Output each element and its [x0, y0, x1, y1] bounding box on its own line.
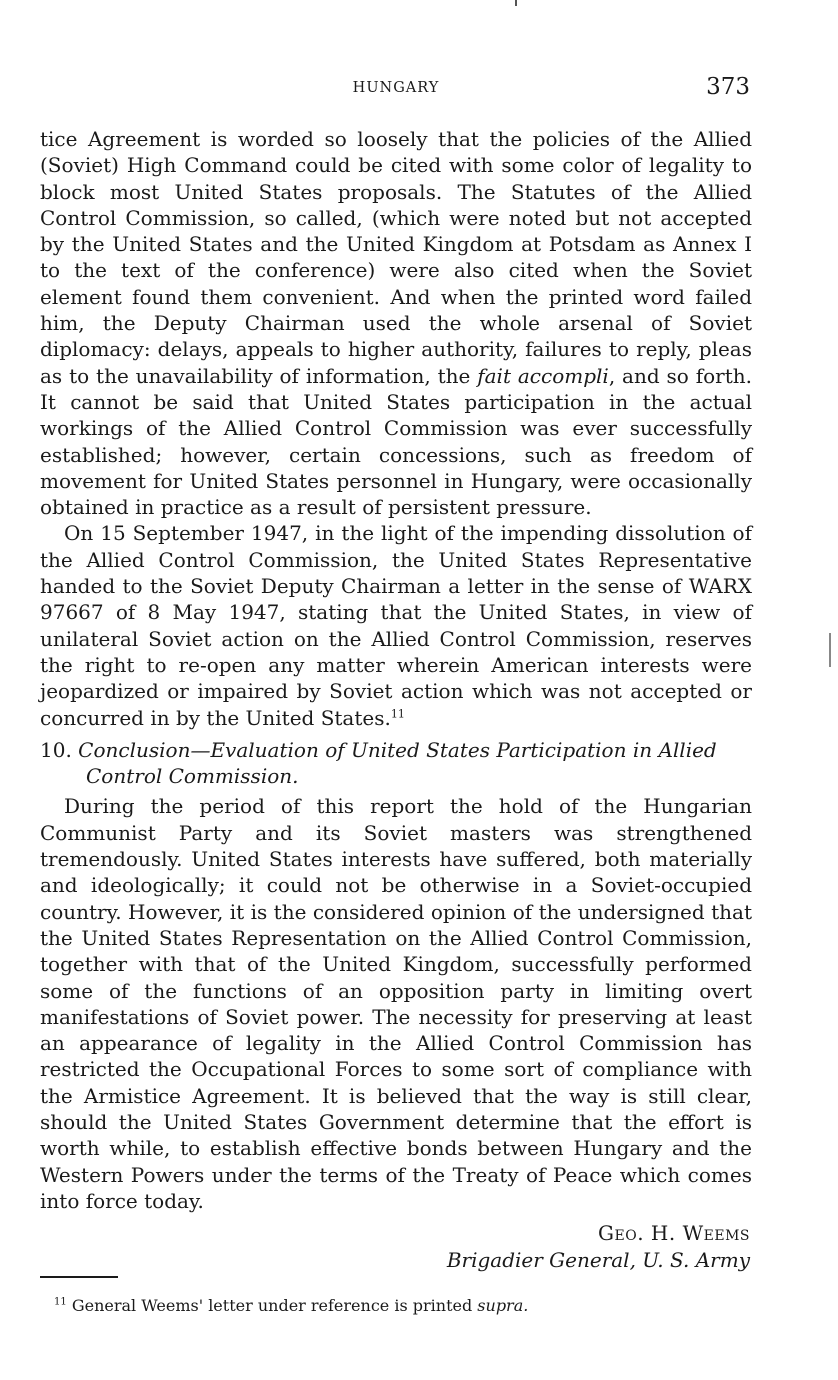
section-number: 10.: [40, 737, 72, 762]
paragraph-1-text: tice Agreement is worded so loosely that the policies of the Allied (Soviet) High Command could be cited with some color of legality to block most United States proposals. The Statutes of the Allied Control Commission, so called, (which were noted but not accepted by the United States and the United Kingdom at Potsdam as Annex I to the text of the conference) were also cited when the Soviet element found them convenient. And when the printed word failed him, the Deputy Chairman used the whole arsenal of Soviet diplomacy: delays, appeals to higher authority, failures to reply, pleas as to the unavailability of information, the: [40, 127, 752, 388]
footnote-text: General Weems' letter under reference is printed: [71, 1296, 478, 1315]
section-title: Conclusion—Evaluation of United States Participation in Allied Control Commission.: [78, 737, 717, 789]
footnote: [54, 1296, 528, 1316]
paragraph-1-italic: fait accompli: [477, 363, 609, 388]
paragraph-2-text: On 15 September 1947, in the light of the impending dissolution of the Allied Control Commission, the United States Representative handed to the Soviet Deputy Chairman a letter in the sense of WARX 97667 of 8 May 1947, stating that the United States, in view of unilateral Soviet action on the Allied Control Commission, reserves the right to re-open any matter wherein American interests were jeopardized or impaired by Soviet action which was not accepted or concurred in by the United States.: [40, 521, 752, 730]
paragraph-1-text-after: , and so forth. It cannot be said that United States participation in the actual workings of the Allied Control Commission was ever successfully established; however, certain concessions, such as freedom of movement for United States personnel in Hungary, were occasionally obtained in practice as a result of persistent pressure.: [40, 363, 753, 520]
signature-title: Brigadier General, U. S. Army: [446, 1248, 750, 1272]
paragraph-3-text: During the period of this report the hold of the Hungarian Communist Party and its Soviet masters was strengthened tremendously. United States interests have suffered, both materially and ideologically; it could not be otherwise in a Soviet-occupied country. However, it is the considered opinion of the undersigned that the United States Representation on the Allied Control Commission, together with that of the United Kingdom, successfully performed some of the functions of an opposition party in limiting overt manifestations of Soviet power. The necessity for preserving at least an appearance of legality in the Allied Control Commission has restricted the Occupational Forces to some sort of compliance with the Armistice Agreement. It is believed that the way is still clear, should the United States Government determine that the effort is worth while, to establish effective bonds between Hungary and the Western Powers under the terms of the Treaty of Peace which comes into force today.: [40, 794, 752, 1213]
paragraph-3: [40, 793, 752, 1214]
scan-mark-top: [515, 0, 517, 6]
body-text: [40, 126, 752, 1214]
footnote-marker: 11: [54, 1296, 67, 1308]
footnote-reference[interactable]: 11: [390, 706, 405, 720]
paragraph-1: [40, 126, 752, 520]
running-head: HUNGARY: [352, 80, 440, 96]
scan-mark-side: [829, 633, 831, 667]
page-header: [40, 72, 752, 112]
signature-block: [447, 1220, 750, 1274]
footnote-italic: supra.: [477, 1296, 529, 1315]
page-number: 373: [706, 74, 750, 100]
section-heading: [40, 737, 752, 790]
footnote-divider: [40, 1276, 118, 1278]
signature-name: Geo. H. Weems: [598, 1221, 750, 1245]
paragraph-2: [40, 520, 752, 730]
